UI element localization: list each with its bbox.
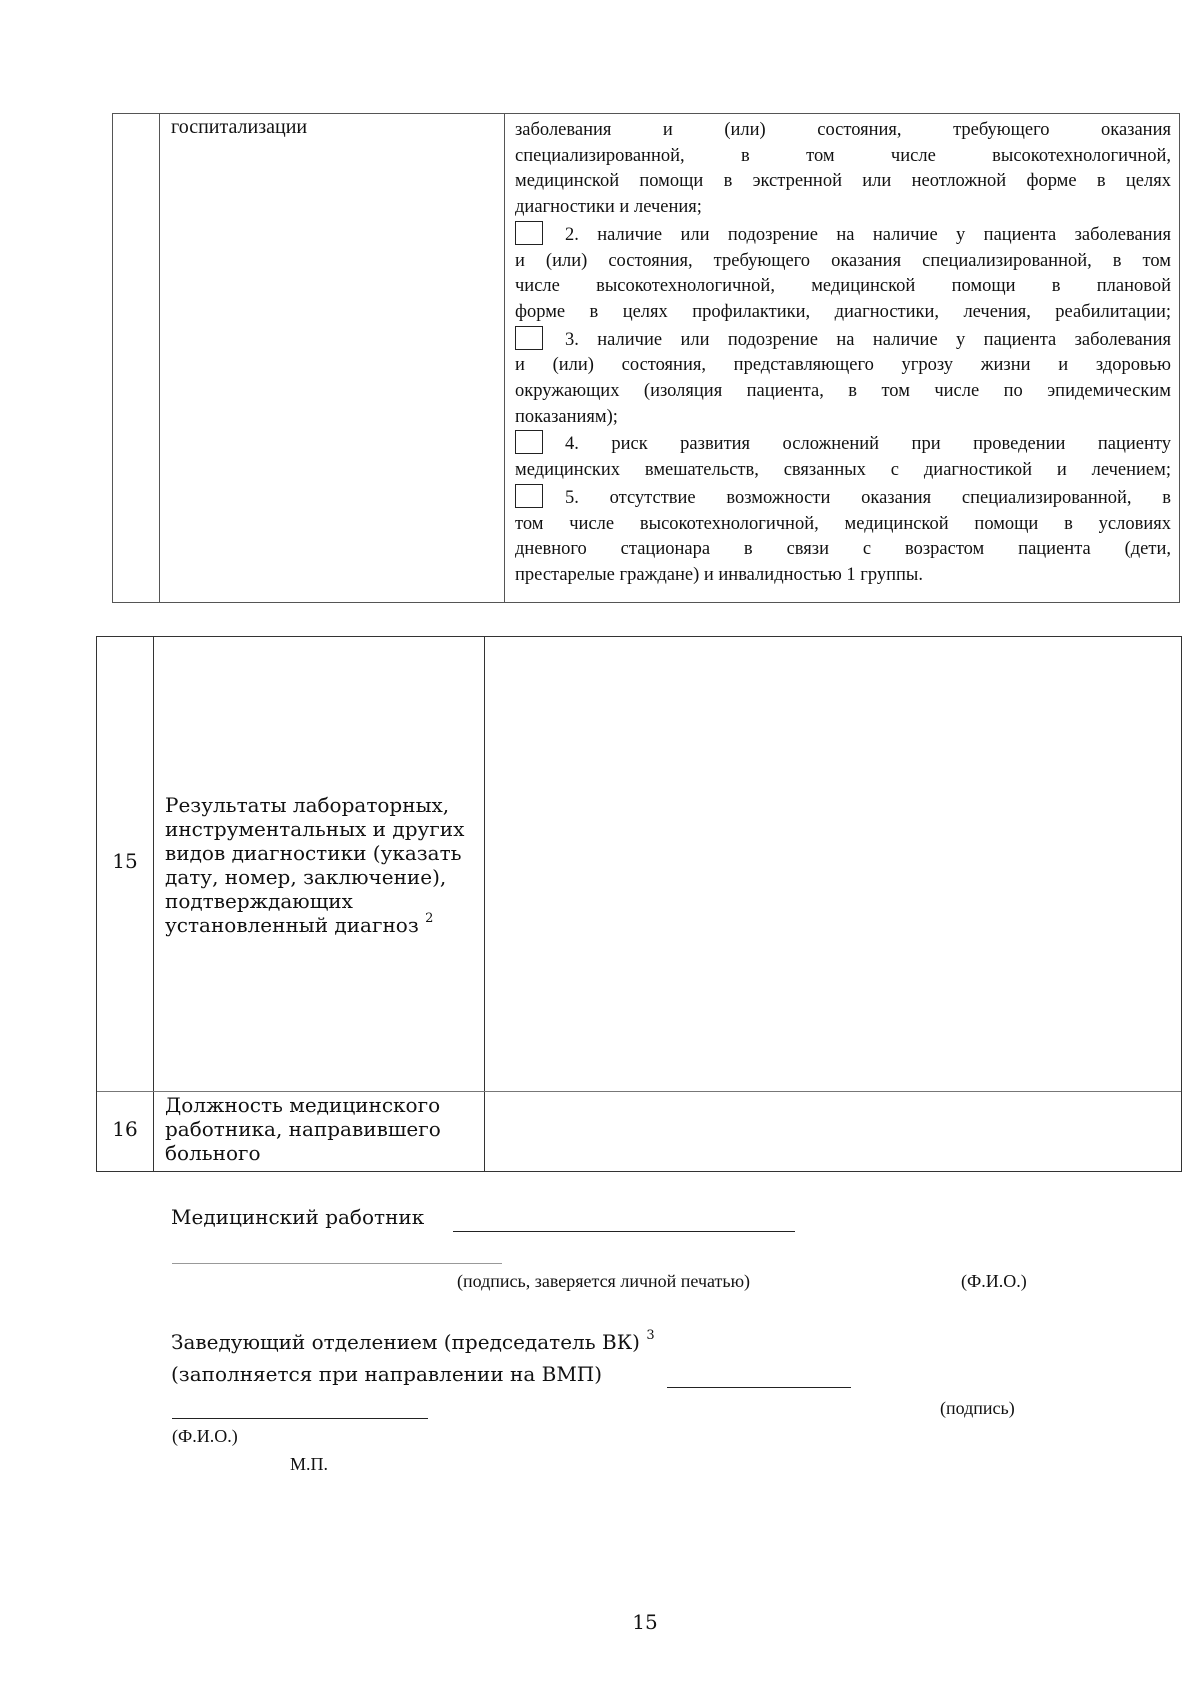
row-15-label bbox=[165, 793, 481, 937]
criterion-3-text: 3. наличие или подозрение на наличие у пациента заболевания bbox=[565, 329, 1171, 350]
criterion-5-text: 5. отсутствие возможности оказания специализированной, в bbox=[565, 487, 1171, 508]
row-15-label-line: инструментальных и других bbox=[165, 817, 465, 841]
head-label-text: Заведующий отделением (председатель ВК) bbox=[171, 1330, 640, 1354]
row-15-value-field[interactable] bbox=[489, 637, 1181, 1090]
criteria-text-line: специализированной, в том числе высокотехнологичной, bbox=[515, 145, 1171, 166]
row-15-label-line: Результаты лабораторных, bbox=[165, 793, 450, 817]
footnote-marker: 3 bbox=[646, 1328, 655, 1343]
criterion-2 bbox=[515, 221, 1171, 249]
row-15-number: 15 bbox=[112, 849, 138, 873]
head-fio-caption: (Ф.И.О.) bbox=[172, 1426, 238, 1446]
criterion-4-text: 4. риск развития осложнений при проведении пациенту bbox=[565, 434, 1171, 455]
criteria-text-line: окружающих (изоляция пациента, в том числе по эпидемическим bbox=[515, 381, 1171, 402]
criterion-2-text: 2. наличие или подозрение на наличие у пациента заболевания bbox=[565, 224, 1171, 245]
criteria-text-line: показаниям); bbox=[515, 406, 618, 427]
diagnostics-table bbox=[96, 636, 1182, 1172]
criteria-label: госпитализации bbox=[171, 116, 308, 138]
fio-caption: (Ф.И.О.) bbox=[961, 1271, 1027, 1291]
criterion-5-checkbox[interactable] bbox=[515, 484, 543, 508]
criteria-text-line: дневного стационара в связи с возрастом пациента (дети, bbox=[515, 539, 1171, 560]
row-15-label-line: дату, номер, заключение), bbox=[165, 865, 447, 889]
sign-caption: (подпись, заверяется личной печатью) bbox=[457, 1271, 751, 1291]
stamp-place: М.П. bbox=[290, 1454, 329, 1474]
med-worker-label: Медицинский работник bbox=[171, 1205, 425, 1229]
row-15-label-text: установленный диагноз bbox=[165, 913, 419, 937]
criterion-4-checkbox[interactable] bbox=[515, 430, 543, 454]
row-15-label-line bbox=[165, 913, 481, 937]
criterion-5 bbox=[515, 484, 1171, 512]
criteria-text-line: заболевания и (или) состояния, требующего оказания bbox=[515, 120, 1171, 140]
criteria-text-line: диагностики и лечения; bbox=[515, 197, 702, 218]
row-15-label-line: видов диагностики (указать bbox=[165, 841, 462, 865]
head-label bbox=[171, 1330, 655, 1354]
criteria-text-line: медицинской помощи в экстренной или неотложной форме в целях bbox=[515, 171, 1171, 192]
criterion-4 bbox=[515, 430, 1171, 458]
row-divider bbox=[97, 1091, 1181, 1092]
criteria-text-line: и (или) состояния, представляющего угрозу жизни и здоровью bbox=[515, 355, 1171, 376]
criteria-text-line: форме в целях профилактики, диагностики, лечения, реабилитации; bbox=[515, 301, 1171, 322]
head-sign-caption: (подпись) bbox=[940, 1398, 1015, 1418]
row-16-label-line: работника, направившего bbox=[165, 1117, 441, 1141]
column-divider bbox=[159, 114, 160, 602]
column-divider bbox=[504, 114, 505, 602]
criteria-text-line: медицинских вмешательств, связанных с диагностикой и лечением; bbox=[515, 460, 1171, 481]
criteria-table bbox=[112, 113, 1180, 603]
criterion-2-checkbox[interactable] bbox=[515, 221, 543, 245]
head-note: (заполняется при направлении на ВМП) bbox=[171, 1362, 603, 1386]
criteria-text-line: числе высокотехнологичной, медицинской помощи в плановой bbox=[515, 276, 1171, 297]
criteria-text-line: том числе высокотехнологичной, медицинской помощи в условиях bbox=[515, 513, 1171, 534]
criteria-text-line: и (или) состояния, требующего оказания специализированной, в том bbox=[515, 250, 1171, 271]
row-16-label bbox=[165, 1093, 481, 1165]
criteria-list bbox=[515, 118, 1171, 589]
row-16-value-field[interactable] bbox=[489, 1093, 1181, 1171]
criterion-3-checkbox[interactable] bbox=[515, 326, 543, 350]
med-worker-signature-line[interactable] bbox=[453, 1231, 795, 1232]
row-16-label-line: больного bbox=[165, 1141, 261, 1165]
criteria-text-line: престарелые граждане) и инвалидностью 1 группы. bbox=[515, 564, 923, 585]
head-signature-line[interactable] bbox=[667, 1387, 851, 1388]
page-number: 15 bbox=[632, 1610, 658, 1634]
row-16-number: 16 bbox=[112, 1117, 138, 1141]
med-worker-name-line[interactable] bbox=[172, 1263, 502, 1264]
footnote-marker: 2 bbox=[425, 911, 434, 926]
head-name-line[interactable] bbox=[172, 1418, 428, 1419]
row-16-label-line: Должность медицинского bbox=[165, 1093, 441, 1117]
row-15-label-line: подтверждающих bbox=[165, 889, 353, 913]
criterion-3 bbox=[515, 326, 1171, 354]
